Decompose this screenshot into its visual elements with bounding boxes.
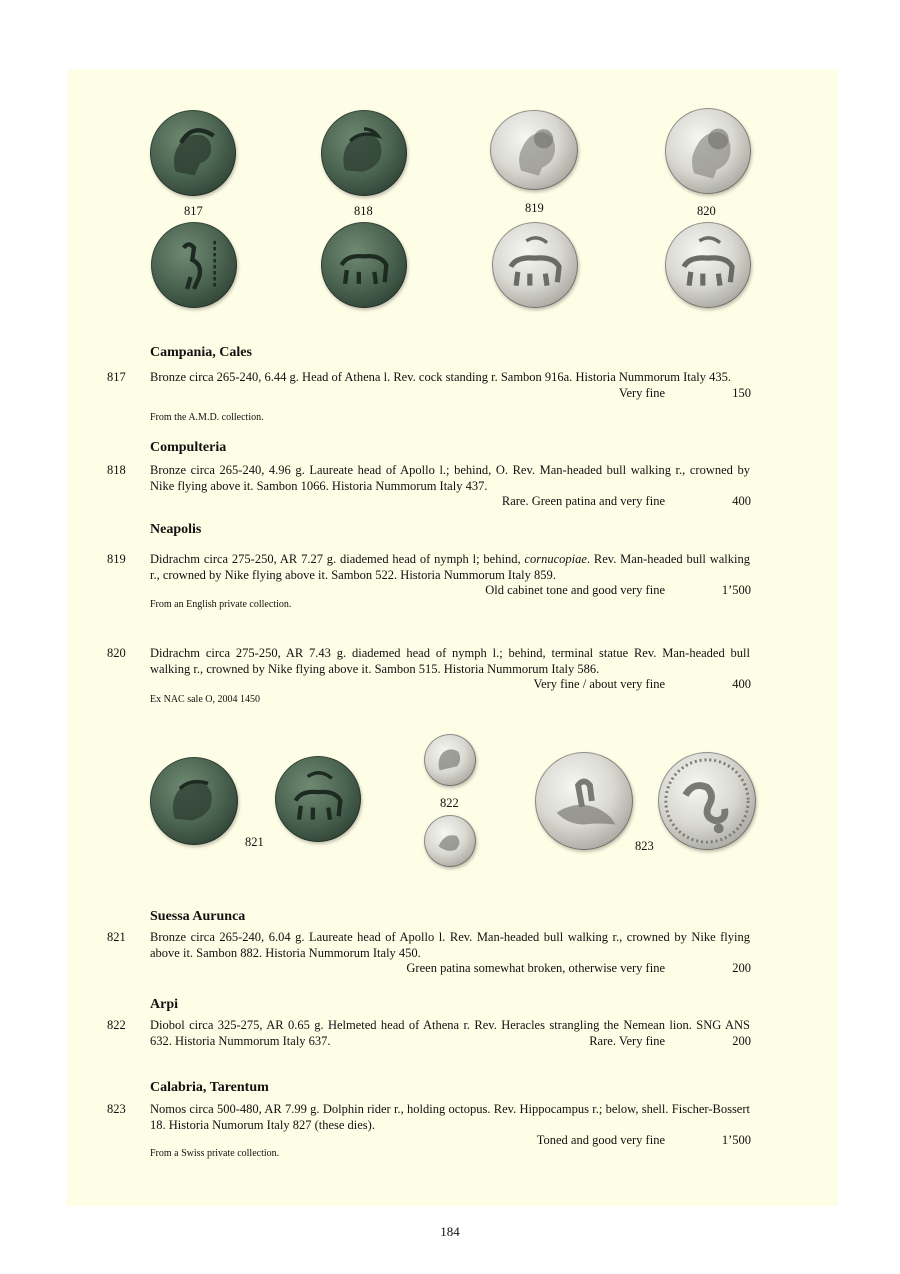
lot-description-819-part2: . Rev. Man-headed bull walking r., crowned by Nike flying above it. Sambon 522. Historia Nummorum Italy 859. [150,552,751,582]
lot-price-820: 400 [732,677,751,691]
page-number: 184 [440,1224,460,1239]
lot-description-823: Nomos circa 500-480, AR 7.99 g. Dolphin rider r., holding octopus. Rev. Hippocampus r.; below, shell. Fischer-Bossert 18. Historia Numorum Italy 827 (these dies). [150,1102,750,1132]
coin-821-obverse-image [150,757,238,845]
heading-calabria-tarentum: Calabria, Tarentum [150,1080,269,1095]
coin-823-reverse-image [658,752,756,850]
lot-price-821: 200 [732,961,751,975]
coin-818-obverse-image [321,110,407,196]
coin-label-823: 823 [635,839,654,853]
heading-compulteria: Compulteria [150,440,227,455]
lot-grade-823: Toned and good very fine [536,1133,665,1147]
lot-number-820: 820 [107,646,126,660]
lot-number-823: 823 [107,1102,126,1116]
lot-description-817: Bronze circa 265-240, 6.44 g. Head of Athena l. Rev. cock standing r. Sambon 916a. Historia Nummorum Italy 435. [150,370,732,384]
lot-price-823: 1’500 [721,1133,751,1147]
lot-provenance-817: From the A.M.D. collection. [150,412,264,423]
coin-820-obverse-image [665,108,751,194]
lot-description-819-italic: cornucopiae [524,552,587,566]
lot-description-819 [150,552,750,583]
coin-label-820: 820 [697,204,716,218]
lot-price-819: 1’500 [721,583,751,597]
lot-grade-818: Rare. Green patina and very fine [501,494,665,508]
lot-provenance-820: Ex NAC sale O, 2004 1450 [150,694,260,705]
coin-817-reverse-image [151,222,237,308]
coin-label-819: 819 [525,201,544,215]
lot-description-820: Didrachm circa 275-250, AR 7.43 g. diademed head of nymph l.; behind, terminal statue Rev. Man-headed bull walking r., crowned by Nike flying above it. Sambon 515. Historia Nummorum Italy 586. [150,646,750,676]
heading-arpi: Arpi [150,997,178,1012]
lot-price-822: 200 [732,1034,751,1048]
coin-label-822: 822 [440,796,459,810]
lot-number-822: 822 [107,1018,126,1032]
coin-818-reverse-image [321,222,407,308]
lot-number-817: 817 [107,370,126,384]
coin-820-reverse-image [665,222,751,308]
coin-822-obverse-image [424,734,476,786]
lot-number-818: 818 [107,463,126,477]
lot-grade-822: Rare. Very fine [589,1034,665,1048]
coin-label-817: 817 [184,204,203,218]
coin-819-obverse-image [490,110,578,190]
coin-822-reverse-image [424,815,476,867]
lot-description-821: Bronze circa 265-240, 6.04 g. Laureate head of Apollo l. Rev. Man-headed bull walking r., crowned by Nike flying above it. Sambon 882. Historia Nummorum Italy 450. [150,930,750,960]
heading-suessa-aurunca: Suessa Aurunca [150,909,246,924]
coin-819-reverse-image [492,222,578,308]
lot-number-821: 821 [107,930,126,944]
lot-grade-821: Green patina somewhat broken, otherwise very fine [406,961,665,975]
coin-817-obverse-image [150,110,236,196]
coin-label-818: 818 [354,204,373,218]
lot-description-819-part1: Didrachm circa 275-250, AR 7.27 g. diademed head of nymph l; behind, [150,552,525,566]
lot-description-818: Bronze circa 265-240, 4.96 g. Laureate head of Apollo l.; behind, O. Rev. Man-headed bull walking r., crowned by Nike flying above it. Sambon 1066. Historia Nummorum Italy 437. [150,463,750,493]
coin-823-obverse-image [535,752,633,850]
lot-provenance-823: From a Swiss private collection. [150,1148,280,1159]
lot-description-822: Diobol circa 325-275, AR 0.65 g. Helmeted head of Athena r. Rev. Heracles strangling the Nemean lion. SNG ANS 632. Historia Nummorum Italy 637. [150,1018,750,1048]
coin-821-reverse-image [275,756,361,842]
lot-price-818: 400 [732,494,751,508]
lot-grade-820: Very fine / about very fine [533,677,665,691]
coin-label-821: 821 [245,835,264,849]
lot-grade-817: Very fine [618,386,665,400]
heading-neapolis: Neapolis [150,522,202,537]
lot-provenance-819: From an English private collection. [150,599,292,610]
heading-campania-cales: Campania, Cales [150,345,252,360]
lot-grade-819: Old cabinet tone and good very fine [485,583,665,597]
lot-number-819: 819 [107,552,126,566]
lot-price-817: 150 [732,386,751,400]
